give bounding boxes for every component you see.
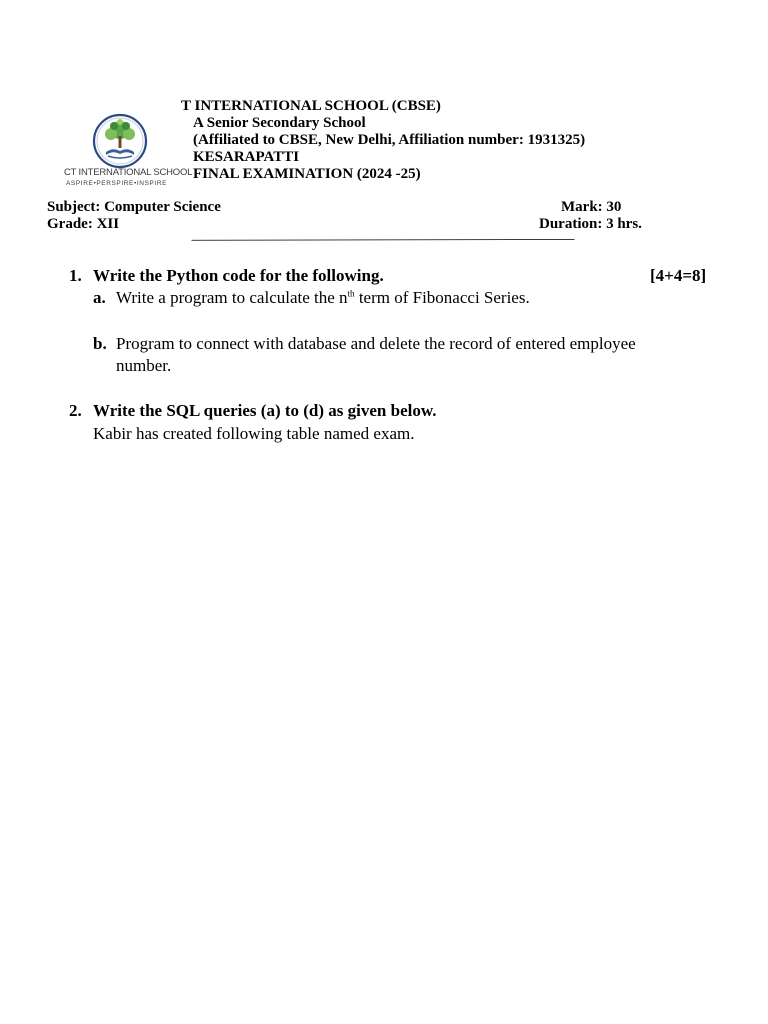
question-1-number: 1. <box>69 266 82 285</box>
question-2-number: 2. <box>69 401 82 420</box>
affiliation-line: (Affiliated to CBSE, New Delhi, Affiliation number: 1931325) <box>193 132 586 148</box>
question-1b-line2: number. <box>116 356 172 375</box>
logo-motto: ASPIRE•PERSPIRE•INSPIRE <box>66 180 168 187</box>
question-1a-text: Write a program to calculate the $n^{th}$ term of Fibonacci Series. <box>116 288 530 307</box>
school-type: A Senior Secondary School <box>193 115 366 131</box>
mark-label: Mark: 30 <box>561 199 622 215</box>
school-name: T INTERNATIONAL SCHOOL (CBSE) <box>181 98 441 114</box>
school-location: KESARAPATTI <box>193 149 300 165</box>
question-1b-label: b. <box>93 334 107 353</box>
question-1a-label: a. <box>93 288 106 307</box>
subject-label: Subject: Computer Science <box>47 199 221 215</box>
tree-emblem-icon <box>62 112 193 190</box>
question-2-body: Kabir has created following table named exam. <box>93 424 415 443</box>
school-logo <box>62 112 193 190</box>
question-1b-line1: Program to connect with database and delete the record of entered employee <box>116 334 636 353</box>
exam-title: FINAL EXAMINATION (2024 -25) <box>193 166 421 182</box>
grade-label: Grade: XII <box>47 216 120 232</box>
question-2-text: Write the SQL queries (a) to (d) as given below. <box>93 401 437 420</box>
logo-text: CT INTERNATIONAL SCHOOL <box>64 167 193 178</box>
question-1-marks: [4+4=8] <box>650 266 707 285</box>
duration-label: Duration: 3 hrs. <box>539 216 642 232</box>
header-divider <box>0 239 766 241</box>
superscript-th: th <box>347 288 355 299</box>
question-1-text: Write the Python code for the following. <box>93 266 384 285</box>
